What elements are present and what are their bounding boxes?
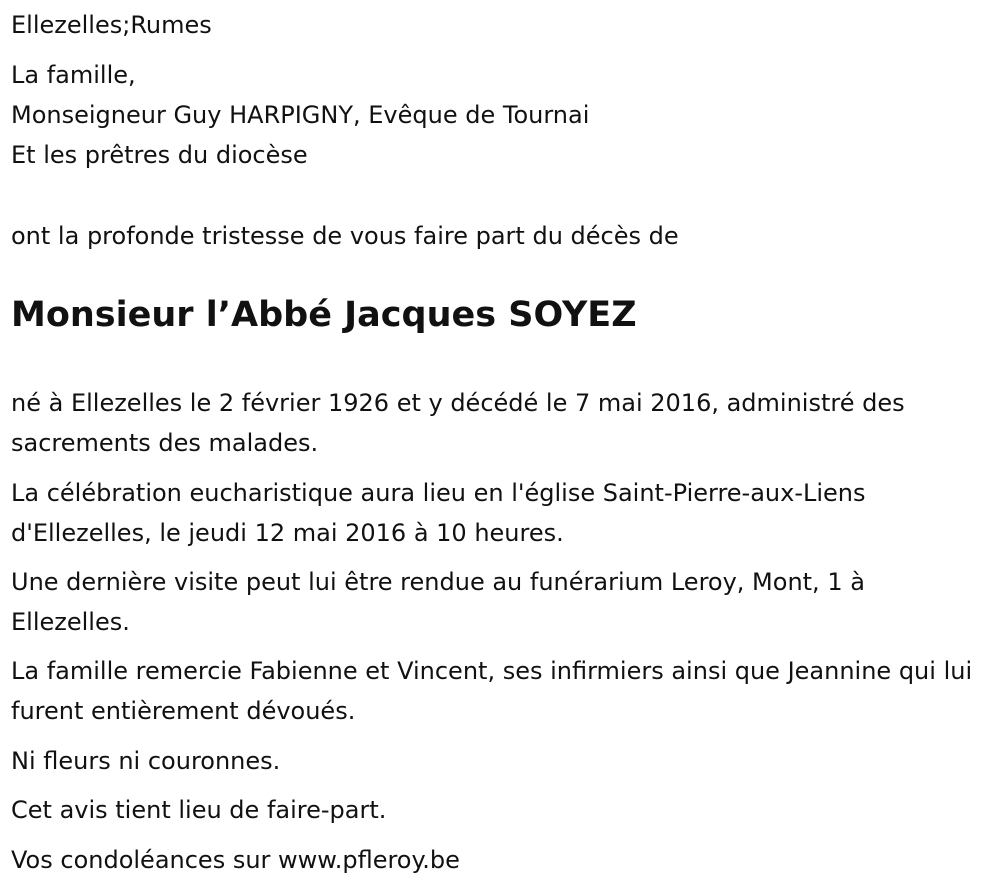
deceased-name: Monsieur l’Abbé Jacques SOYEZ xyxy=(11,295,637,335)
intro-line: ont la profonde tristesse de vous faire part du décès de xyxy=(11,222,679,250)
paragraph-birth-death: né à Ellezelles le 2 février 1926 et y décédé le 7 mai 2016, administré des sacrements des malades. xyxy=(11,389,905,457)
paragraph-visit: Une dernière visite peut lui être rendue au funérarium Leroy, Mont, 1 à Ellezelles. xyxy=(11,568,865,636)
paragraph-no-flowers: Ni fleurs ni couronnes. xyxy=(11,747,281,775)
paragraph-thanks: La famille remercie Fabienne et Vincent, ses infirmiers ainsi que Jeannine qui lui furent entièrement dévoués. xyxy=(11,657,973,725)
location-line: Ellezelles;Rumes xyxy=(11,11,212,39)
announcer-family: La famille, xyxy=(11,61,136,89)
announcer-bishop: Monseigneur Guy HARPIGNY, Evêque de Tournai xyxy=(11,101,590,129)
paragraph-ceremony: La célébration eucharistique aura lieu en l'église Saint-Pierre-aux-Liens d'Ellezelles, le jeudi 12 mai 2016 à 10 heures. xyxy=(11,479,866,547)
announcer-priests: Et les prêtres du diocèse xyxy=(11,141,308,169)
paragraph-condolences: Vos condoléances sur www.pfleroy.be xyxy=(11,846,460,874)
paragraph-notice: Cet avis tient lieu de faire-part. xyxy=(11,796,387,824)
